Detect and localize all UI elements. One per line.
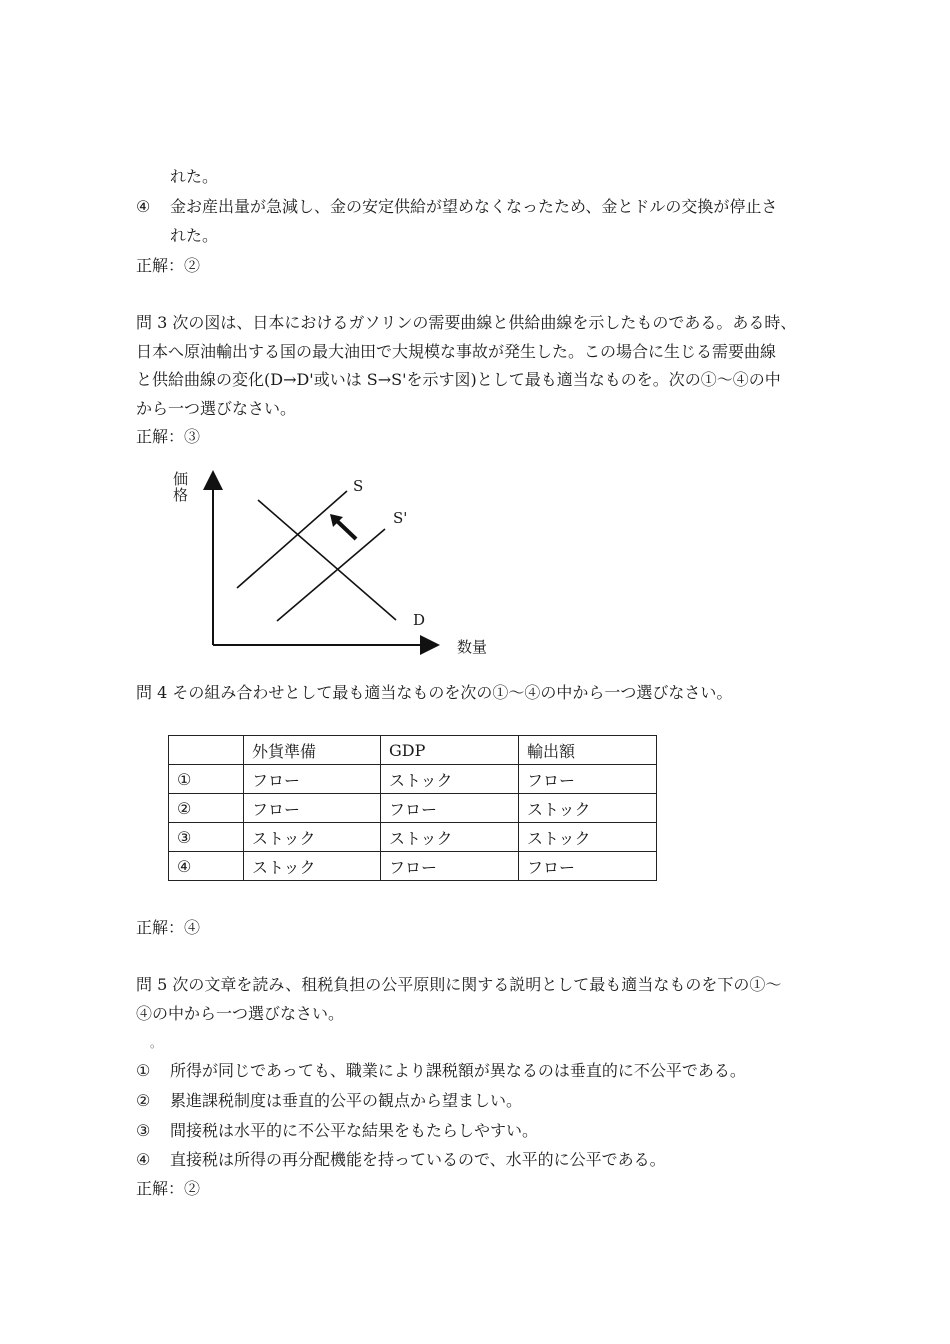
q5-question-line2: ④の中から一つ選びなさい。: [136, 1004, 345, 1023]
q2-continuation-line: れた。: [170, 167, 219, 186]
q5-choice-1: [136, 1061, 746, 1081]
demand-curve-d: [258, 500, 396, 620]
shift-arrow-icon: [336, 520, 356, 539]
q2-choice-4-line2: れた。: [170, 226, 219, 245]
q4-question: 問 4 その組み合わせとして最も適当なものを次の①～④の中から一つ選びなさい。: [136, 683, 733, 702]
table-cell: ストック: [244, 852, 381, 881]
table-cell: ④: [169, 852, 244, 881]
q3-question-line3: と供給曲線の変化(D→D'或いは S→S'を示す図)として最も適当なものを。次の①～④の中: [136, 370, 781, 389]
q5-choice-number: ③: [136, 1121, 151, 1140]
y-axis-label-char1: 価: [173, 470, 189, 488]
table-row: [169, 852, 657, 881]
table-header-cell: [169, 736, 244, 765]
q5-choice-number: ④: [136, 1150, 151, 1169]
table-cell: ②: [169, 794, 244, 823]
table-row: [169, 765, 657, 794]
q2-answer: 正解：②: [136, 256, 201, 275]
table-cell: フロー: [244, 765, 381, 794]
supply-curve-s-prime: [277, 529, 385, 621]
table-header-cell: GDP: [381, 736, 519, 765]
curve-label-s-prime: S': [393, 509, 408, 527]
q5-choice-3: [136, 1121, 538, 1141]
curve-label-s: S: [353, 477, 364, 495]
table-cell: フロー: [519, 852, 657, 881]
q3-question-line2: 日本へ原油輸出する国の最大油田で大規模な事故が発生した。この場合に生じる需要曲線: [136, 342, 777, 361]
q3-answer: 正解：③: [136, 427, 201, 446]
q5-choice-2: [136, 1091, 522, 1111]
q4-answer: 正解：④: [136, 918, 201, 937]
table-cell: ストック: [519, 794, 657, 823]
table-cell: ストック: [381, 765, 519, 794]
stray-mark: 。: [150, 1036, 163, 1050]
table-cell: フロー: [381, 794, 519, 823]
q5-choice-4: [136, 1150, 666, 1170]
q5-choice-number: ②: [136, 1091, 151, 1110]
x-axis-label: 数量: [457, 638, 488, 656]
table-row: [169, 794, 657, 823]
q5-question-line1: 問 5 次の文章を読み、租税負担の公平原則に関する説明として最も適当なものを下の①～: [136, 975, 782, 994]
table-cell: フロー: [381, 852, 519, 881]
curve-label-d: D: [413, 611, 426, 629]
q5-choice-text: 累進課税制度は垂直的公平の観点から望ましい。: [170, 1091, 523, 1110]
supply-demand-figure: [160, 460, 510, 670]
q5-choice-text: 直接税は所得の再分配機能を持っているので、水平的に公平である。: [170, 1150, 666, 1169]
q5-choice-number: ①: [136, 1061, 151, 1080]
table-cell: ③: [169, 823, 244, 852]
q2-choice-4: [136, 197, 777, 217]
supply-curve-s: [237, 491, 347, 588]
q5-answer: 正解：②: [136, 1179, 201, 1198]
q4-table: [168, 735, 657, 881]
table-row: [169, 823, 657, 852]
table-cell: ストック: [244, 823, 381, 852]
table-cell: フロー: [244, 794, 381, 823]
table-cell: フロー: [519, 765, 657, 794]
y-axis-label-char2: 格: [173, 486, 189, 504]
q5-choice-text: 間接税は水平的に不公平な結果をもたらしやすい。: [170, 1121, 539, 1140]
table-cell: ストック: [381, 823, 519, 852]
table-cell: ストック: [519, 823, 657, 852]
q5-choice-text: 所得が同じであっても、職業により課税額が異なるのは垂直的に不公平である。: [170, 1061, 746, 1080]
q2-choice-4-text: 金お産出量が急減し、金の安定供給が望めなくなったため、金とドルの交換が停止さ: [170, 197, 778, 216]
q3-question-line1: 問 3 次の図は、日本におけるガソリンの需要曲線と供給曲線を示したものである。ある時、: [136, 313, 797, 332]
table-header-cell: 輸出額: [519, 736, 657, 765]
q3-question-line4: から一つ選びなさい。: [136, 399, 297, 418]
table-header-row: [169, 736, 657, 765]
table-header-cell: 外貨準備: [244, 736, 381, 765]
q2-choice-4-number: ④: [136, 197, 151, 216]
table-cell: ①: [169, 765, 244, 794]
